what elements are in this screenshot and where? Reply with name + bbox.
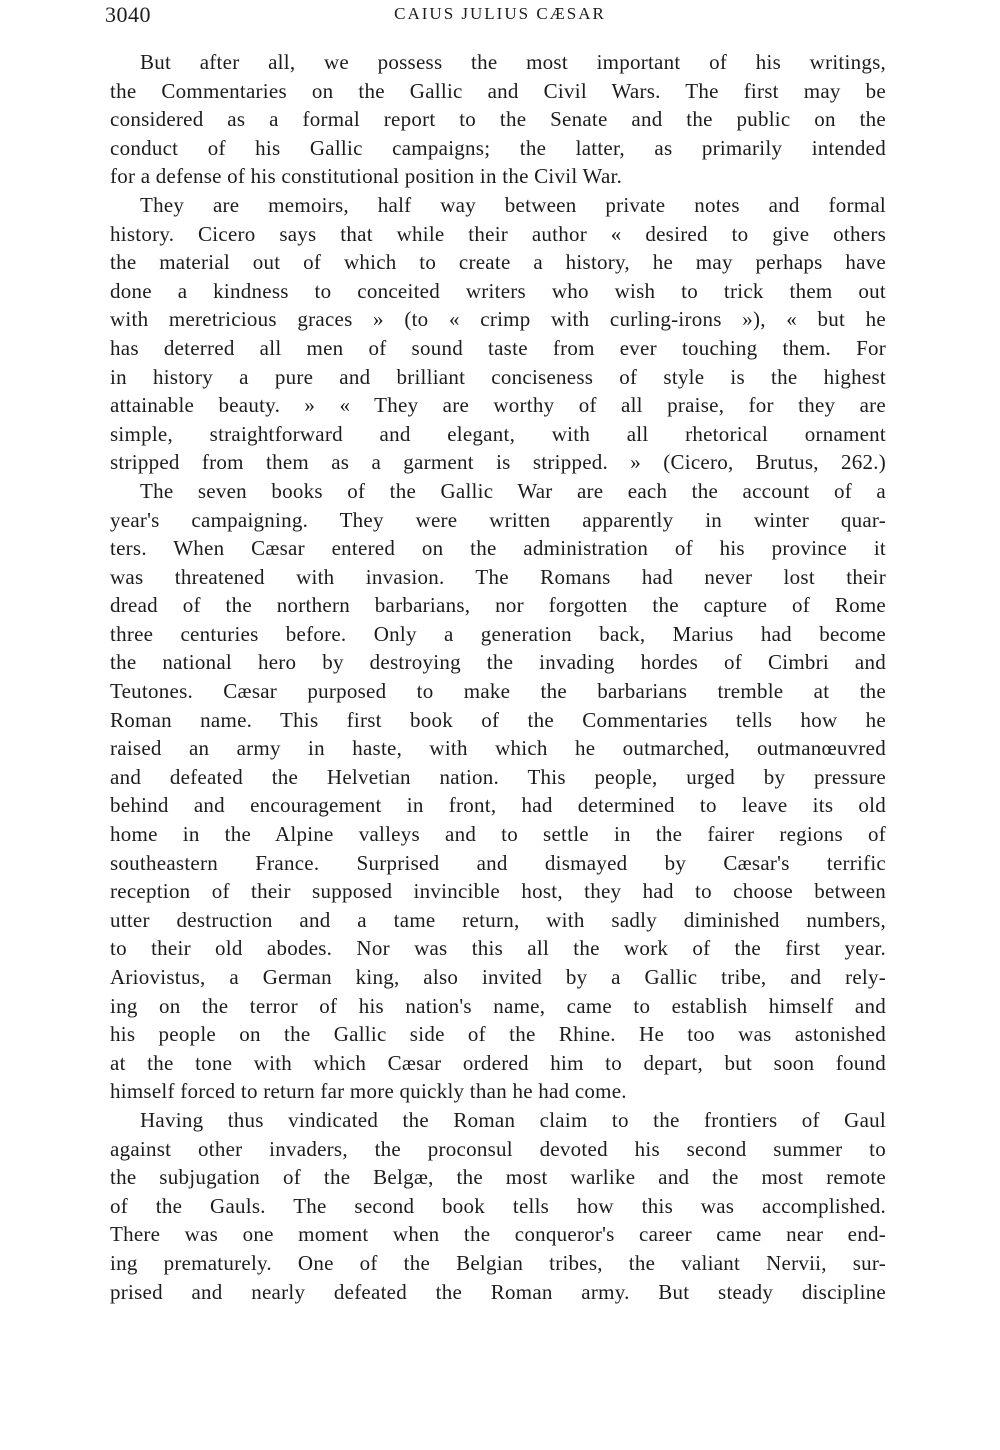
text-line: utter destruction and a tame return, with sadly diminished numbers, <box>110 907 886 932</box>
text-line: to their old abodes. Nor was this all the work of the first year. <box>110 936 886 961</box>
text-line: has deterred all men of sound taste from ever touching them. For <box>110 335 886 360</box>
text-line: the national hero by destroying the invading hordes of Cimbri and <box>110 650 886 675</box>
text-line: dread of the northern barbarians, nor forgotten the capture of Rome <box>110 593 886 618</box>
text-line: three centuries before. Only a generation back, Marius had become <box>110 621 886 646</box>
text-line: attainable beauty. » « They are worthy of all praise, for they are <box>110 393 886 418</box>
text-line: Having thus vindicated the Roman claim to the frontiers of Gaul <box>140 1107 886 1132</box>
text-line: the Commentaries on the Gallic and Civil Wars. The first may be <box>110 78 886 103</box>
page-number: 3040 <box>105 2 151 27</box>
text-line: home in the Alpine valleys and to settle in the fairer regions of <box>110 822 886 847</box>
running-title: CAIUS JULIUS CÆSAR <box>394 4 606 23</box>
text-line: and defeated the Helvetian nation. This people, urged by pressure <box>110 764 886 789</box>
text-line: the material out of which to create a history, he may perhaps have <box>110 250 886 275</box>
text-line: They are memoirs, half way between private notes and formal <box>140 192 886 217</box>
text-line: ing on the terror of his nation's name, came to establish himself and <box>110 993 886 1018</box>
text-line: in history a pure and brilliant conciseness of style is the highest <box>110 364 886 389</box>
text-line: stripped from them as a garment is stripped. » (Cicero, Brutus, 262.) <box>110 450 886 475</box>
text-line: conduct of his Gallic campaigns; the latter, as primarily intended <box>110 135 886 160</box>
text-line: Roman name. This first book of the Commentaries tells how he <box>110 707 886 732</box>
page-header <box>105 2 895 32</box>
text-line: There was one moment when the conqueror's career came near end- <box>110 1222 886 1247</box>
text-line: done a kindness to conceited writers who wish to trick them out <box>110 278 886 303</box>
text-line: The seven books of the Gallic War are each the account of a <box>140 478 886 503</box>
text-line: simple, straightforward and elegant, with all rhetorical ornament <box>110 421 886 446</box>
text-line: reception of their supposed invincible host, they had to choose between <box>110 879 886 904</box>
text-line: Teutones. Cæsar purposed to make the barbarians tremble at the <box>110 679 886 704</box>
text-line: with meretricious graces » (to « crimp with curling-irons »), « but he <box>110 307 886 332</box>
text-line: the subjugation of the Belgæ, the most warlike and the most remote <box>110 1165 886 1190</box>
text-line: But after all, we possess the most important of his writings, <box>140 50 886 74</box>
text-line: prised and nearly defeated the Roman army. But steady discipline <box>110 1279 886 1304</box>
text-line: for a defense of his constitutional position in the Civil War. <box>110 164 623 189</box>
text-line: Ariovistus, a German king, also invited by a Gallic tribe, and rely- <box>110 965 886 989</box>
text-line: considered as a formal report to the Senate and the public on the <box>110 107 886 132</box>
text-line: against other invaders, the proconsul devoted his second summer to <box>110 1136 886 1161</box>
text-line: raised an army in haste, with which he outmarched, outmanœuvred <box>110 736 886 761</box>
text-line: his people on the Gallic side of the Rhine. He too was astonished <box>110 1022 886 1047</box>
text-line: southeastern France. Surprised and dismayed by Cæsar's terrific <box>110 850 886 875</box>
text-line: ing prematurely. One of the Belgian tribes, the valiant Nervii, sur- <box>110 1250 886 1275</box>
text-line: ters. When Cæsar entered on the administration of his province it <box>110 536 886 561</box>
text-line: of the Gauls. The second book tells how this was accomplished. <box>110 1193 886 1218</box>
text-line: himself forced to return far more quickly than he had come. <box>110 1079 627 1104</box>
text-line: history. Cicero says that while their author « desired to give others <box>110 221 886 246</box>
text-line: at the tone with which Cæsar ordered him to depart, but soon found <box>110 1050 886 1075</box>
text-line: was threatened with invasion. The Romans had never lost their <box>110 564 886 589</box>
body-text <box>110 48 886 1306</box>
text-line: behind and encouragement in front, had determined to leave its old <box>110 793 886 818</box>
text-line: year's campaigning. They were written apparently in winter quar- <box>110 507 886 532</box>
